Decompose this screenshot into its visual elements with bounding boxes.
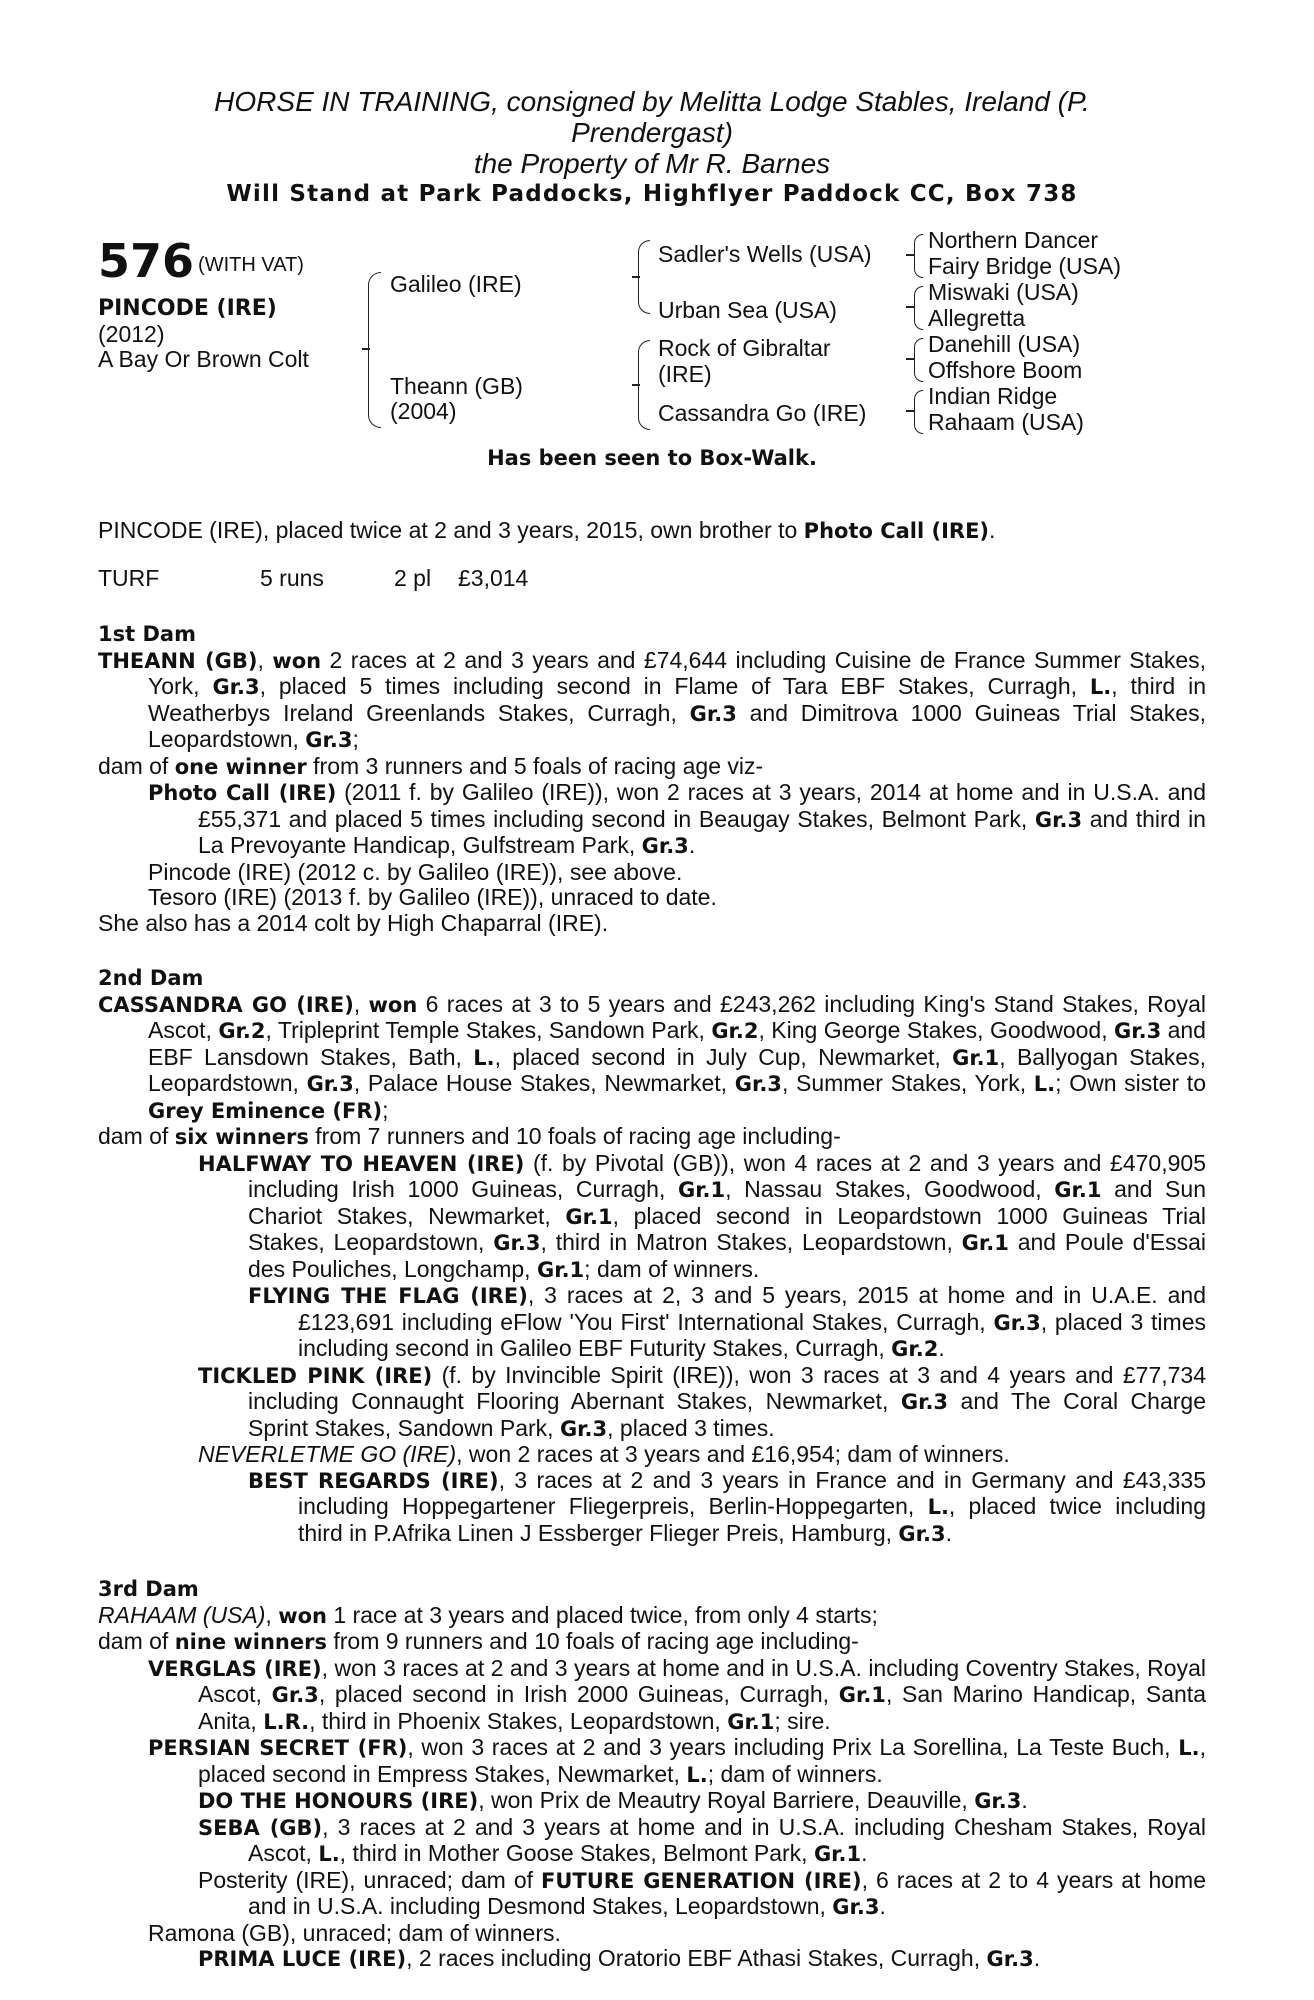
produce-tesoro: Tesoro (IRE) (2013 f. by Galileo (IRE)), unraced to date.: [148, 884, 717, 910]
produce-prima-luce: PRIMA LUCE (IRE), 2 races including Oratorio EBF Athasi Stakes, Curragh, Gr.3.: [198, 1945, 1041, 1971]
sire-sire-dam: Fairy Bridge (USA): [928, 252, 1121, 279]
dam-dam-sire: Indian Ridge: [928, 382, 1058, 409]
record-placed: 2 pl: [394, 565, 432, 591]
vat-note: (WITH VAT): [198, 253, 304, 276]
produce-best-regards: BEST REGARDS (IRE), 3 races at 2 and 3 years in France and in Germany and £43,335 including Hoppegartener Fliegerpreis, Berlin-Hoppegarten, L., placed twice including third in P.Afrika Linen J Essberger Flieger Preis, Hamburg, Gr.3.: [248, 1466, 1206, 1546]
dam-year: (2004): [390, 397, 457, 424]
owner-line: the Property of Mr R. Barnes: [473, 148, 831, 179]
sire-dam-sire: Miswaki (USA): [928, 278, 1079, 305]
produce-verglas: VERGLAS (IRE), won 3 races at 2 and 3 years at home and in U.S.A. including Coventry Stakes, Royal Ascot, Gr.3, placed second in Irish 2000 Guineas, Curragh, Gr.1, San Marino Handicap, Santa Anita, L.R., third in Phoenix Stakes, Leopardstown, Gr.1; sire.: [148, 1654, 1206, 1734]
dam-sire-line-1: Rock of Gibraltar: [658, 334, 831, 361]
lot-number-line: [98, 233, 304, 288]
first-dam-entry: THEANN (GB), won 2 races at 2 and 3 years and £74,644 including Cuisine de France Summer Stakes, York, Gr.3, placed 5 times including second in Flame of Tara EBF Stakes, Curragh, L., third in Weatherbys Ireland Greenlands Stakes, Curragh, Gr.3 and Dimitrova 1000 Guineas Trial Stakes, Leopardstown, Gr.3;: [98, 646, 1207, 752]
first-dam-title: 1st Dam: [98, 622, 196, 646]
sire-dam: Urban Sea (USA): [658, 296, 837, 323]
produce-tickled-pink: TICKLED PINK (IRE) (f. by Invincible Spirit (IRE)), won 3 races at 3 and 4 years and £77,734 including Connaught Flooring Abernant Stakes, Newmarket, Gr.3 and The Coral Charge Sprint Stakes, Sandown Park, Gr.3, placed 3 times.: [198, 1361, 1206, 1441]
produce-neverletme-go: NEVERLETME GO (IRE), won 2 races at 3 years and £16,954; dam of winners.: [198, 1441, 1010, 1467]
dam-name: Theann (GB): [390, 372, 523, 399]
consignor-line-1: HORSE IN TRAINING, consigned by Melitta Lodge Stables, Ireland (P.: [214, 86, 1090, 117]
horse-description: A Bay Or Brown Colt: [98, 345, 309, 372]
third-dam-title: 3rd Dam: [98, 1577, 199, 1601]
produce-ramona: Ramona (GB), unraced; dam of winners.: [148, 1919, 561, 1946]
third-dam-entry: RAHAAM (USA), won 1 race at 3 years and placed twice, from only 4 starts;: [98, 1601, 878, 1628]
consignor-header: [98, 86, 1206, 179]
first-dam-produce: dam of one winner from 3 runners and 5 foals of racing age viz-: [98, 752, 764, 779]
catalogue-page: [98, 86, 1206, 1973]
sire-dam-dam: Allegretta: [928, 304, 1026, 331]
race-record: [98, 566, 1206, 592]
horse-name: PINCODE (IRE): [98, 295, 277, 321]
dam-sire-dam: Offshore Boom: [928, 356, 1083, 383]
dam-sire-line-2: (IRE): [658, 360, 712, 387]
produce-persian-secret: PERSIAN SECRET (FR), won 3 races at 2 and 3 years including Prix La Sorellina, La Teste Buch, L., placed second in Empress Stakes, Newmarket, L.; dam of winners.: [148, 1734, 1207, 1787]
summary-line: PINCODE (IRE), placed twice at 2 and 3 years, 2015, own brother to Photo Call (IRE).: [98, 516, 996, 543]
brother-name: Photo Call (IRE): [803, 518, 990, 543]
produce-2014-colt: She also has a 2014 colt by High Chaparral (IRE).: [98, 909, 609, 936]
record-prize: £3,014: [458, 565, 529, 591]
sire-sire-sire: Northern Dancer: [928, 226, 1099, 253]
produce-flying-the-flag: FLYING THE FLAG (IRE), 3 races at 2, 3 and 5 years, 2015 at home and in U.A.E. and £123,691 including eFlow 'You First' International Stakes, Curragh, Gr.3, placed 3 times including second in Galileo EBF Futurity Stakes, Curragh, Gr.2.: [248, 1282, 1206, 1361]
produce-halfway-to-heaven: HALFWAY TO HEAVEN (IRE) (f. by Pivotal (GB)), won 4 races at 2 and 3 years and £470,905 including Irish 1000 Guineas, Curragh, Gr.1, Nassau Stakes, Goodwood, Gr.1 and Sun Chariot Stakes, Newmarket, Gr.1, placed second in Leopardstown 1000 Guineas Trial Stakes, Leopardstown, Gr.3, third in Matron Stakes, Leopardstown, Gr.1 and Poule d'Essai des Pouliches, Longchamp, Gr.1; dam of winners.: [198, 1149, 1206, 1282]
produce-photo-call: Photo Call (IRE) (2011 f. by Galileo (IRE)), won 2 races at 3 years, 2014 at home and in U.S.A. and £55,371 and placed 5 times including second in Beaugay Stakes, Belmont Park, Gr.3 and third in La Prevoyante Handicap, Gulfstream Park, Gr.3.: [148, 779, 1206, 858]
record-runs: 5 runs: [260, 565, 324, 591]
sire-name: Galileo (IRE): [390, 270, 522, 297]
dam-sire-sire: Danehill (USA): [928, 330, 1081, 357]
second-dam-title: 2nd Dam: [98, 966, 204, 990]
stand-line: Will Stand at Park Paddocks, Highflyer Paddock CC, Box 738: [226, 181, 1078, 207]
second-dam-entry: CASSANDRA GO (IRE), won 6 races at 3 to 5 years and £243,262 including King's Stand Stakes, Royal Ascot, Gr.2, Tripleprint Temple Stakes, Sandown Park, Gr.2, King George Stakes, Goodwood, Gr.3 and EBF Lansdown Stakes, Bath, L., placed second in July Cup, Newmarket, Gr.1, Ballyogan Stakes, Leopardstown, Gr.3, Palace House Stakes, Newmarket, Gr.3, Summer Stakes, York, L.; Own sister to Grey Eminence (FR);: [98, 990, 1206, 1123]
produce-posterity: Posterity (IRE), unraced; dam of FUTURE GENERATION (IRE), 6 races at 2 to 4 years at home and in U.S.A. including Desmond Stakes, Leopardstown, Gr.3.: [198, 1866, 1206, 1919]
second-dam-produce: dam of six winners from 7 runners and 10 foals of racing age including-: [98, 1123, 841, 1149]
produce-pincode: Pincode (IRE) (2012 c. by Galileo (IRE)), see above.: [148, 858, 683, 885]
produce-do-the-honours: DO THE HONOURS (IRE), won Prix de Meautry Royal Barriere, Deauville, Gr.3.: [198, 1787, 1028, 1813]
horse-year: (2012): [98, 320, 165, 347]
pedigree-block: [98, 228, 1206, 498]
lot-number: 576: [98, 233, 195, 288]
sire-dam-brace: [368, 272, 381, 428]
sire-sire: Sadler's Wells (USA): [658, 240, 872, 267]
produce-seba: SEBA (GB), 3 races at 2 and 3 years at home and in U.S.A. including Chesham Stakes, Royal Ascot, L., third in Mother Goose Stakes, Belmont Park, Gr.1.: [198, 1813, 1207, 1866]
record-surface: TURF: [98, 565, 160, 591]
dam-dam: Cassandra Go (IRE): [658, 399, 867, 426]
third-dam-produce: dam of nine winners from 9 runners and 10 foals of racing age including-: [98, 1628, 859, 1654]
box-walk-note: Has been seen to Box-Walk.: [487, 445, 817, 470]
dam-dam-dam: Rahaam (USA): [928, 408, 1084, 435]
consignor-line-2: Prendergast): [571, 117, 733, 148]
